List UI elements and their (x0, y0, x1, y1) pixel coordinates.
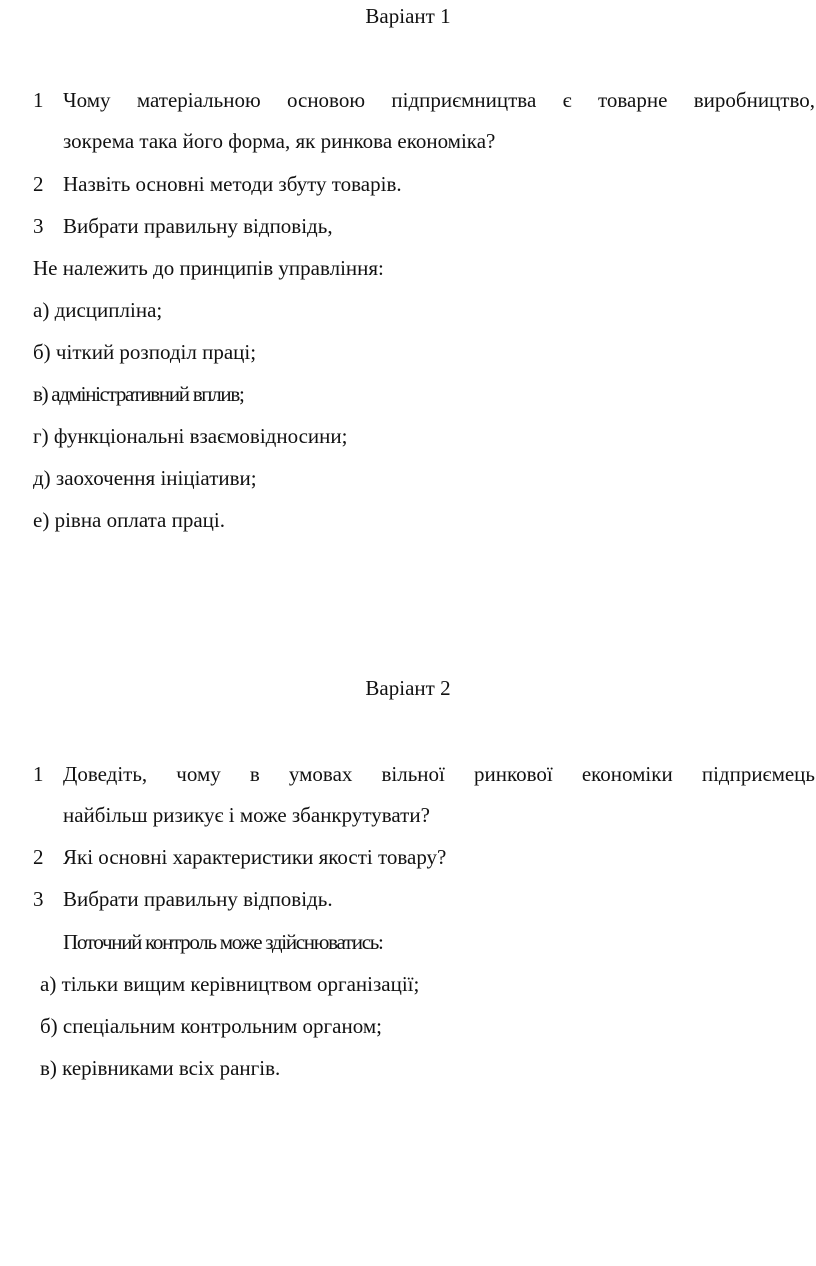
v1-q1-line1: Чому матеріальною основою підприємництва є товарне виробництво, (63, 88, 815, 112)
v1-option-d: г) функціональні взаємовідносини; (33, 424, 348, 448)
v2-q1-line2: найбільш ризикує і може збанкрутувати? (63, 803, 430, 827)
v1-q1-line2: зокрема така його форма, як ринкова економіка? (63, 129, 496, 153)
v2-q3-text: Вибрати правильну відповідь. (63, 887, 333, 911)
v2-q2-text: Які основні характеристики якості товару? (63, 845, 447, 869)
v2-q2-number: 2 (33, 845, 44, 869)
v2-question-prompt: Поточний контроль може здійснюватись: (63, 930, 383, 954)
v2-q1-line1: Доведіть, чому в умовах вільної ринкової економіки підприємець (63, 762, 815, 786)
v1-q3-number: 3 (33, 214, 44, 238)
v1-option-b: б) чіткий розподіл праці; (33, 340, 257, 364)
v1-q2-number: 2 (33, 172, 44, 196)
v1-option-f: е) рівна оплата праці. (33, 508, 226, 532)
v1-option-a: а) дисципліна; (33, 298, 163, 322)
v2-option-a: а) тільки вищим керівництвом організації; (40, 972, 420, 996)
variant-2-title: Варіант 2 (365, 676, 451, 700)
v2-option-b: б) спеціальним контрольним органом; (40, 1014, 382, 1038)
v1-option-e: д) заохочення ініціативи; (33, 466, 257, 490)
v1-question-prompt: Не належить до принципів управління: (33, 256, 384, 280)
v2-q1-number: 1 (33, 762, 44, 786)
v1-q3-text: Вибрати правильну відповідь, (63, 214, 333, 238)
v1-option-c: в) адміністративний вплив; (33, 382, 244, 406)
v1-q2-text: Назвіть основні методи збуту товарів. (63, 172, 402, 196)
v2-q3-number: 3 (33, 887, 44, 911)
variant-1-title: Варіант 1 (365, 4, 451, 28)
v2-option-c: в) керівниками всіх рангів. (40, 1056, 281, 1080)
v1-q1-number: 1 (33, 88, 44, 112)
